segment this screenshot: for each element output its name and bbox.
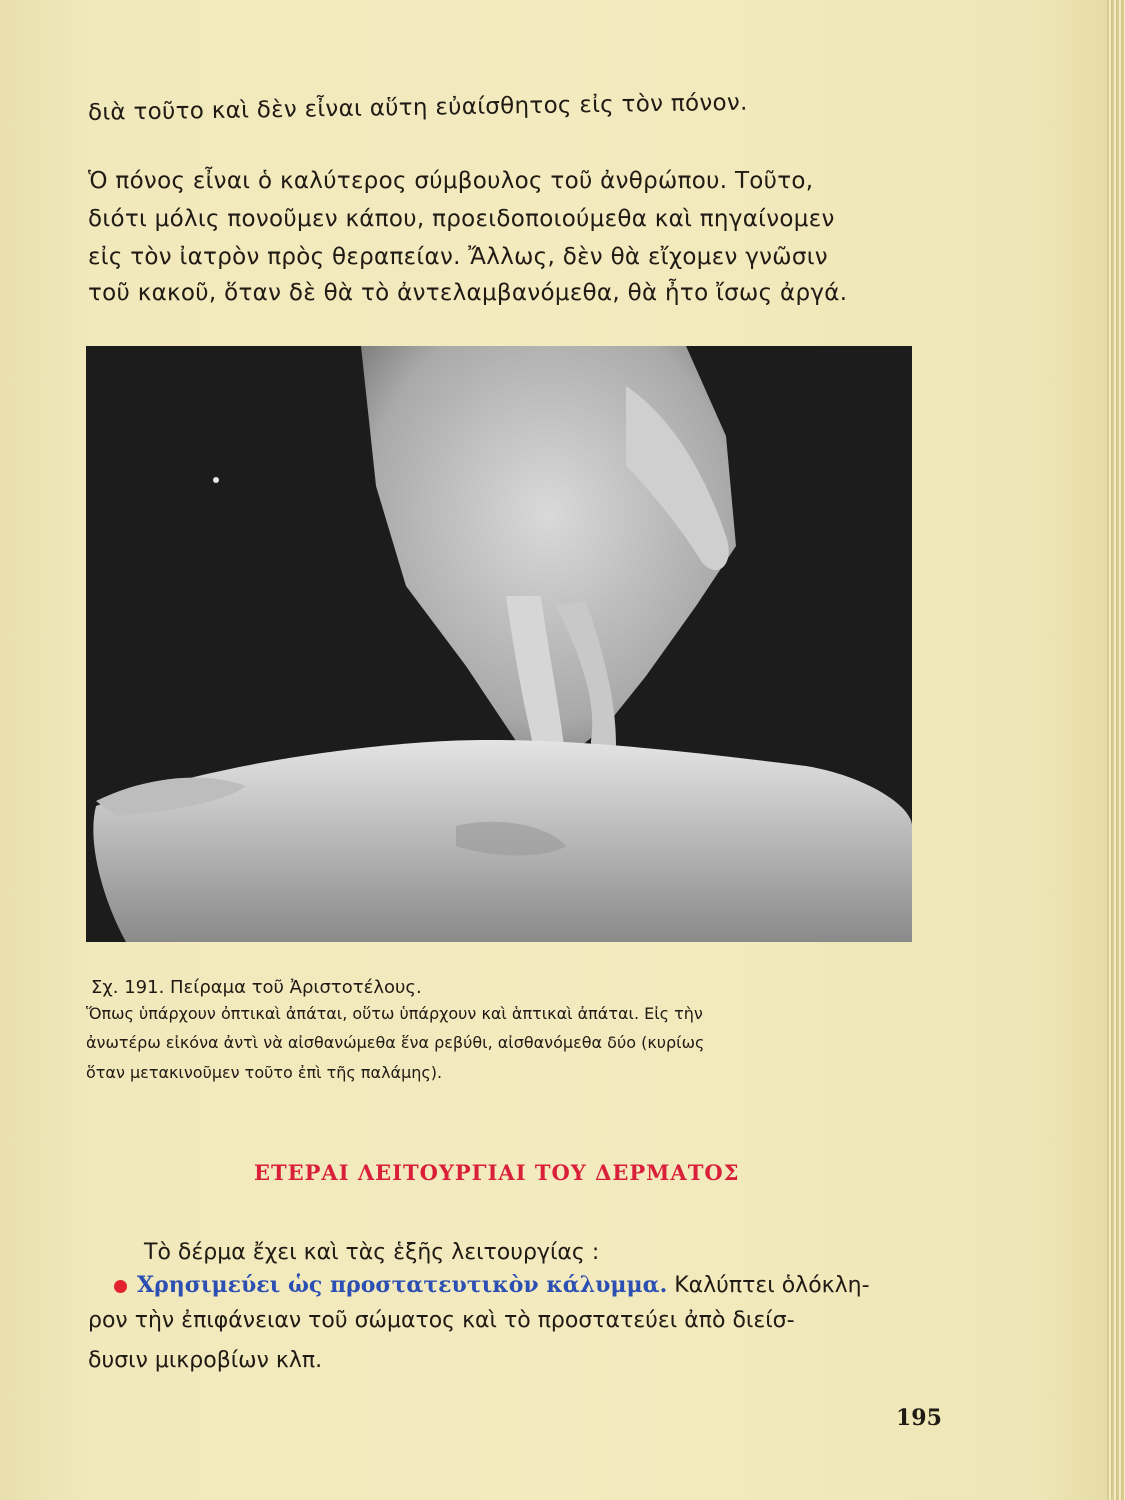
red-bullet-icon bbox=[114, 1280, 127, 1293]
figure-caption-line: Ὅπως ὑπάρχουν ὀπτικαὶ ἀπάται, οὕτω ὑπάρχουν καὶ ἁπτικαὶ ἀπάται. Εἰς τὴν bbox=[86, 1004, 703, 1023]
body-text-line: ρον τὴν ἐπιφάνειαν τοῦ σώματος καὶ τὸ προστατεύει ἀπὸ διείσ- bbox=[88, 1308, 795, 1333]
body-text-line: δυσιν μικροβίων κλπ. bbox=[88, 1348, 323, 1373]
body-text-line: εἰς τὸν ἰατρὸν πρὸς θεραπείαν. Ἄλλως, δὲν θὰ εἴχομεν γνῶσιν bbox=[88, 244, 828, 270]
page-edge bbox=[1107, 0, 1125, 1500]
body-text-line: Ὁ πόνος εἶναι ὁ καλύτερος σύμβουλος τοῦ ἀνθρώπου. Τοῦτο, bbox=[88, 168, 814, 194]
figure-photo-hands bbox=[86, 346, 912, 942]
body-text-line: τοῦ κακοῦ, ὅταν δὲ θὰ τὸ ἀντελαμβανόμεθα, θὰ ἦτο ἴσως ἀργά. bbox=[88, 280, 848, 306]
figure-caption-line: ἀνωτέρω εἰκόνα ἀντὶ νὰ αἰσθανώμεθα ἕνα ρεβύθι, αἰσθανόμεθα δύο (κυρίως bbox=[86, 1033, 705, 1052]
page-number: 195 bbox=[896, 1405, 942, 1431]
body-text-line: διὰ τοῦτο καὶ δὲν εἶναι αὕτη εὐαίσθητος εἰς τὸν πόνον. bbox=[87, 89, 748, 126]
crossed-fingers-illustration bbox=[86, 346, 912, 942]
section-intro: Τὸ δέρμα ἔχει καὶ τὰς ἑξῆς λειτουργίας : bbox=[144, 1240, 600, 1265]
section-heading: ΕΤΕΡΑΙ ΛΕΙΤΟΥΡΓΙΑΙ ΤΟΥ ΔΕΡΜΑΤΟΣ bbox=[254, 1160, 740, 1185]
bullet-highlight-text: Χρησιμεύει ὡς προστατευτικὸν κάλυμμα. bbox=[137, 1272, 668, 1298]
body-text-line: διότι μόλις πονοῦμεν κάπου, προειδοποιούμεθα καὶ πηγαίνομεν bbox=[88, 206, 835, 232]
bullet-rest-text: Καλύπτει ὁλόκλη- bbox=[667, 1273, 870, 1298]
bullet-paragraph-first-line bbox=[114, 1272, 870, 1298]
figure-caption-line: ὅταν μετακινοῦμεν τοῦτο ἐπὶ τῆς παλάμης). bbox=[86, 1063, 443, 1082]
figure-caption-title: Σχ. 191. Πείραμα τοῦ Ἀριστοτέλους. bbox=[91, 977, 422, 998]
